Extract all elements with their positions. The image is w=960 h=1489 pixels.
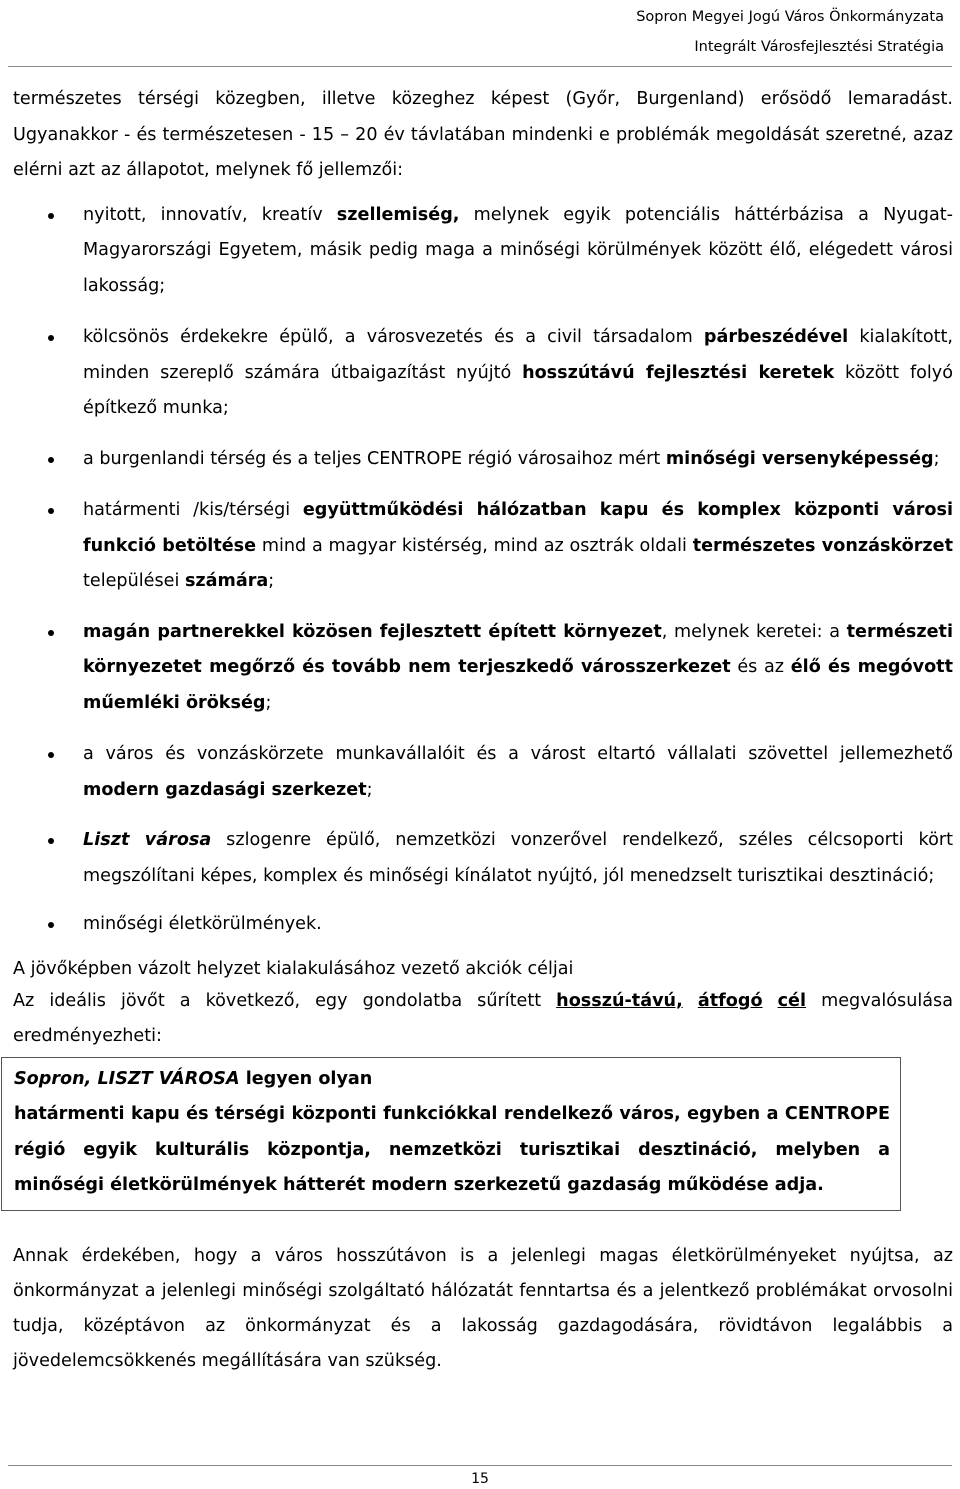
closing-paragraph: Annak érdekében, hogy a város hosszútávon is a jelenlegi magas életkörülményeket nyújtsa, az önkormányzat a jelenlegi minőségi szolgáltató hálózatát fenntartsa és a jelentkező problémákat orvosolni tudja, középtávon az önkormányzat és a lakosság gazdagodására, rövidtávon legalábbis a jövedelemcsökkenés megállítására van szükség. (13, 1245, 953, 1371)
list-item: nyitott, innovatív, kreatív szellemiség, melynek egyik potenciális háttérbázisa a Nyugat-Magyarországi Egyetem, másik pedig maga a minőségi körülmények között élő, elégedett városi lakosság; (13, 198, 953, 305)
list-item: minőségi életkörülmények. (13, 907, 953, 943)
vision-statement-box (1, 1057, 901, 1211)
header-rule (8, 66, 952, 67)
intro-paragraph: természetes térségi közegben, illetve közeghez képest (Győr, Burgenland) erősödő lemaradást. Ugyanakkor - és természetesen - 15 – 20 év távlatában mindenki e problémák megoldását szeretné, azaz elérni azt az állapotot, melynek fő jellemzői: (13, 89, 953, 180)
goal-paragraph: Az ideális jövőt a következő, egy gondolatba sűrített hosszú-távú, átfogó cél megvalósulása eredményezheti: (13, 990, 953, 1046)
list-item: kölcsönös érdekekre épülő, a városvezetés és a civil társadalom párbeszédével kialakított, minden szereplő számára útbaigazítást nyújtó hosszútávú fejlesztési keretek között folyó építkező munka; (13, 320, 953, 427)
list-item: határmenti /kis/térségi együttműködési hálózatban kapu és komplex központi városi funkció betöltése mind a magyar kistérség, mind az osztrák oldali természetes vonzáskörzet települései számára; (13, 493, 953, 600)
page-number: 15 (471, 1471, 489, 1487)
list-item: a burgenlandi térség és a teljes CENTROPE régió városaihoz mért minőségi versenyképesség; (13, 442, 953, 478)
header-organization: Sopron Megyei Jogú Város Önkormányzata (636, 9, 944, 25)
list-item: magán partnerekkel közösen fejlesztett épített környezet, melynek keretei: a természeti környezetet megőrző és tovább nem terjeszkedő városszerkezet és az élő és megóvott műemléki örökség; (13, 615, 953, 722)
section-subheading: A jövőképben vázolt helyzet kialakulásához vezető akciók céljai (13, 958, 574, 979)
page-body (13, 82, 953, 1379)
characteristics-list (13, 198, 953, 943)
page-header (636, 2, 944, 62)
list-item: Liszt városa szlogenre épülő, nemzetközi vonzerővel rendelkező, széles célcsoporti kört megszólítani képes, komplex és minőségi kínálatot nyújtó, jól menedzselt turisztikai desztináció; (13, 823, 953, 894)
list-item: a város és vonzáskörzete munkavállalóit és a várost eltartó vállalati szövettel jellemezhető modern gazdasági szerkezet; (13, 737, 953, 808)
header-document-title: Integrált Városfejlesztési Stratégia (694, 39, 944, 55)
footer-rule (8, 1465, 952, 1466)
vision-heading: Sopron, LISZT VÁROSA legyen olyan (14, 1068, 373, 1089)
vision-text: határmenti kapu és térségi központi funkciókkal rendelkező város, egyben a CENTROPE régió egyik kulturális központja, nemzetközi turisztikai desztináció, melyben a minőségi életkörülmények hátterét modern szerkezetű gazdaság működése adja. (14, 1104, 890, 1195)
